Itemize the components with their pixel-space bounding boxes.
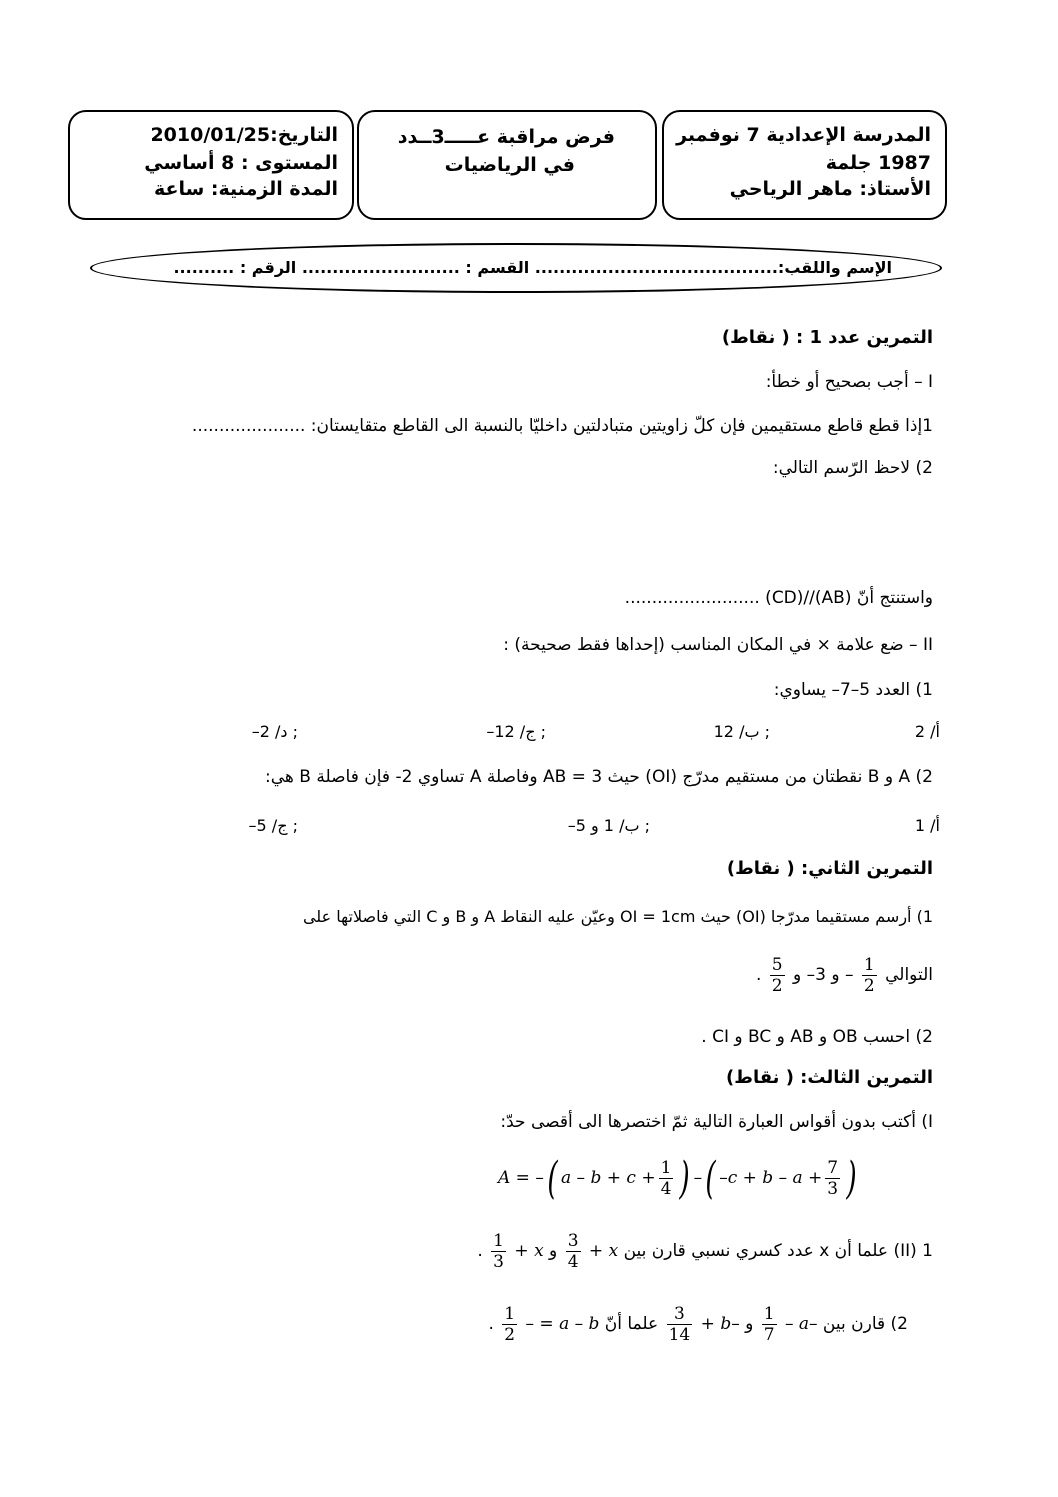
exercise1-title: التمرين عدد 1 : ( نقاط) (721, 327, 933, 348)
exercise1-q2: 2) لاحظ الرّسم التالي: (772, 458, 933, 478)
school-name: المدرسة الإعدادية 7 نوفمبر (676, 124, 931, 146)
exercise2-q1a: 1) أرسم مستقيما مدرّجا (OI) حيث OI = 1cm وعيّن عليه النقاط A و B و C التي فاصلاتها على (302, 907, 933, 926)
exercise3-part2-q1: 1 (II) علما أن x عدد كسري نسبي قارن بين x + $\frac{3}{4}$ و x + $\frac{1}{3}$ . (477, 1230, 933, 1272)
q3-option-b[interactable]: ; ب/ 12 (713, 722, 770, 741)
exercise2-q2: 2) احسب OB و AB و BC و CI . (701, 1027, 933, 1047)
q1b-middle: – و 3– و (792, 965, 854, 985)
school-info-box (662, 110, 947, 220)
fraction-one-half: $\frac{1}{2}$ (863, 954, 875, 996)
q4-option-c[interactable]: ; ج/ 5– (248, 816, 298, 835)
expression-A: A = –( a – b + c + $\frac{1}{4}$ ) –( –c + b – a + $\frac{7}{3}$ ) (498, 1152, 857, 1204)
fraction-five-halves: $\frac{5}{2}$ (771, 954, 783, 996)
exercise1-part2: II – ضع علامة × في المكان المناسب (إحداها فقط صحيحة) : (503, 635, 933, 655)
fraction-one-half-b: $\frac{1}{2}$ (504, 1303, 516, 1345)
exam-duration: المدة الزمنية: ساعة (154, 178, 338, 200)
q3-option-c[interactable]: ; ج/ 12– (486, 722, 546, 741)
q3-option-d[interactable]: ; د/ 2– (251, 722, 298, 741)
exercise3-title: التمرين الثالث: ( نقاط) (726, 1067, 933, 1088)
exam-title: فرض مراقبة عـــــ3ــدد (397, 126, 615, 148)
school-city: 1987 جلمة (825, 152, 931, 174)
exam-subject: في الرياضيات (444, 154, 575, 176)
fraction-one-third: $\frac{1}{3}$ (493, 1230, 504, 1272)
exercise1-q3: 1) العدد 5–7– يساوي: (773, 680, 933, 700)
q4-option-a[interactable]: أ/ 1 (914, 816, 940, 835)
q3-option-a[interactable]: أ/ 2 (914, 722, 940, 741)
exercise1-conclusion: واستنتج أنّ (AB)//(CD) ......................... (624, 588, 933, 608)
exam-level: المستوى : 8 أساسي (144, 152, 338, 174)
q1b-prefix: التوالي (885, 965, 933, 985)
exam-info-box (68, 110, 354, 220)
fraction-three-quarters: $\frac{3}{4}$ (567, 1230, 579, 1272)
exercise1-q1: 1إذا قطع قاطع مستقيمين فإن كلّ زاويتين متبادلتين داخليّا بالنسبة الى القاطع متقايستان: ..................... (191, 416, 933, 436)
exercise2-title: التمرين الثاني: ( نقاط) (726, 858, 933, 879)
exercise2-q1b: التوالي $\frac{1}{2}$ – و 3– و $\frac{5}{2}$ . (755, 954, 933, 996)
student-info-fields: الإسم واللقب:........................................ القسم : .......................... الرقم : .......... (173, 258, 892, 277)
teacher-name: الأستاذ: ماهر الرياحي (729, 178, 931, 200)
exercise1-q4: 2) A و B نقطتان من مستقيم مدرّج (OI) حيث AB = 3 وفاصلة A تساوي 2- فإن فاصلة B هي: (265, 767, 933, 787)
fraction-one-seventh: $\frac{1}{7}$ (763, 1303, 775, 1345)
student-info-bar[interactable] (90, 243, 942, 293)
exercise3-part1: I) أكتب بدون أقواس العبارة التالية ثمّ اختصرها الى أقصى حدّ: (500, 1112, 933, 1132)
q4-option-b[interactable]: ; ب/ 1 و 5– (567, 816, 650, 835)
exam-title-box (357, 110, 657, 220)
exercise3-part2-q2: 2) قارن بين –a – $\frac{1}{7}$ و –b + $\frac{3}{14}$ علما أنّ a – b = – $\frac{1}{2}$ . (488, 1303, 908, 1345)
exam-date: التاريخ:2010/01/25 (150, 124, 338, 146)
fraction-three-fourteenths: $\frac{3}{14}$ (668, 1303, 691, 1345)
exercise1-part1: I – أجب بصحيح أو خطأ: (765, 372, 933, 392)
